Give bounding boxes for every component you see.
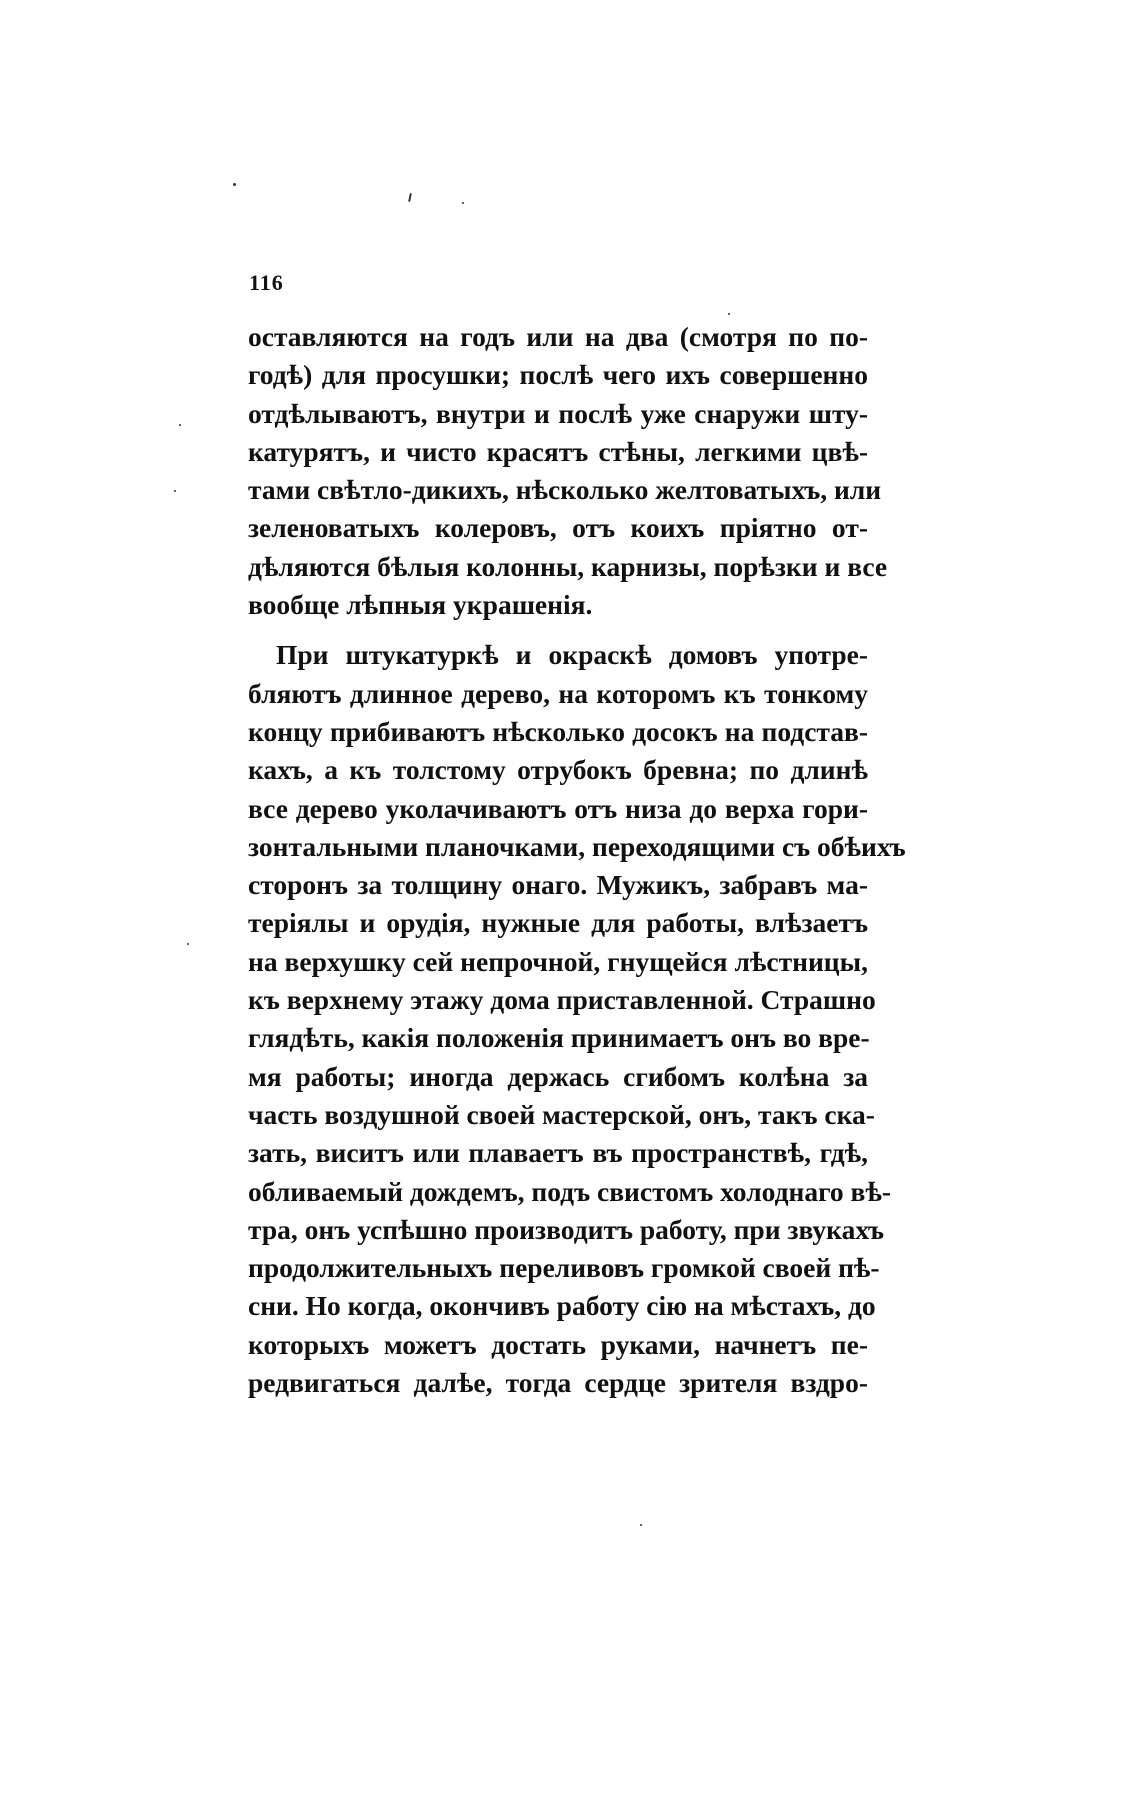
scan-speck — [462, 202, 464, 204]
text-line: катурятъ, и чисто красятъ стѣны, легкими цвѣ- — [248, 435, 868, 467]
text-line: зеленоватыхъ колеровъ, отъ коихъ пріятно от- — [248, 512, 868, 544]
text-line: тра, онъ успѣшно производитъ работу, при звукахъ — [248, 1213, 885, 1245]
text-line: тами свѣтло-дикихъ, нѣсколько желтоватыхъ, или — [248, 474, 882, 506]
text-line: дѣляются бѣлыя колонны, карнизы, порѣзки и все — [248, 550, 888, 582]
text-line: часть воздушной своей мастерской, онъ, такъ ска- — [248, 1098, 875, 1130]
scan-speck — [408, 193, 412, 202]
text-line: концу прибиваютъ нѣсколько досокъ на подстав- — [248, 715, 868, 747]
text-line: кахъ, а къ толстому отрубокъ бревна; по длинѣ — [248, 754, 868, 786]
text-line: глядѣть, какія положенія принимаетъ онъ во вре- — [248, 1022, 870, 1054]
text-line: теріялы и орудія, нужные для работы, влѣзаетъ — [248, 907, 868, 939]
text-line: вообще лѣпныя украшенія. — [248, 589, 593, 621]
text-line: которыхъ можетъ достать руками, начнетъ пе- — [248, 1328, 868, 1360]
text-line: мя работы; иногда держась сгибомъ колѣна за — [248, 1060, 868, 1092]
text-line: отдѣлываютъ, внутри и послѣ уже снаружи шту- — [248, 397, 868, 429]
text-line: сни. Но когда, окончивъ работу сію на мѣстахъ, до — [248, 1290, 876, 1322]
paragraph — [248, 318, 888, 624]
scan-speck — [174, 490, 176, 492]
scan-speck — [640, 1524, 642, 1526]
scan-speck — [187, 943, 189, 945]
body-text — [248, 318, 906, 1402]
text-line: на верхушку сей непрочной, гнущейся лѣстницы, — [248, 945, 868, 977]
text-line: оставляются на годъ или на два (смотря по по- — [248, 321, 868, 352]
text-line: зать, виситъ или плаваетъ въ пространствѣ, гдѣ, — [248, 1137, 868, 1169]
text-line: къ верхнему этажу дома приставленной. Страшно — [248, 984, 876, 1016]
text-line: При штукатуркѣ и окраскѣ домовъ употре- — [276, 639, 868, 671]
scan-speck — [728, 313, 730, 315]
text-line: годѣ) для просушки; послѣ чего ихъ совершенно — [248, 359, 868, 391]
text-line: редвигаться далѣе, тогда сердце зрителя вздро- — [248, 1367, 868, 1399]
text-line: продолжительныхъ переливовъ громкой своей пѣ- — [248, 1252, 880, 1284]
paragraph — [248, 636, 906, 1402]
text-line: сторонъ за толщину онаго. Мужикъ, забравъ ма- — [248, 869, 868, 901]
text-line: все дерево уколачиваютъ отъ низа до верха гори- — [248, 792, 868, 824]
text-line: зонтальными планочками, переходящими съ обѣихъ — [248, 830, 906, 862]
text-line: обливаемый дождемъ, подъ свистомъ холоднаго вѣ- — [248, 1175, 892, 1207]
scan-speck — [179, 424, 181, 426]
text-line: бляютъ длинное дерево, на которомъ къ тонкому — [248, 677, 868, 709]
page-number: 116 — [249, 270, 284, 295]
scan-speck — [233, 183, 236, 186]
